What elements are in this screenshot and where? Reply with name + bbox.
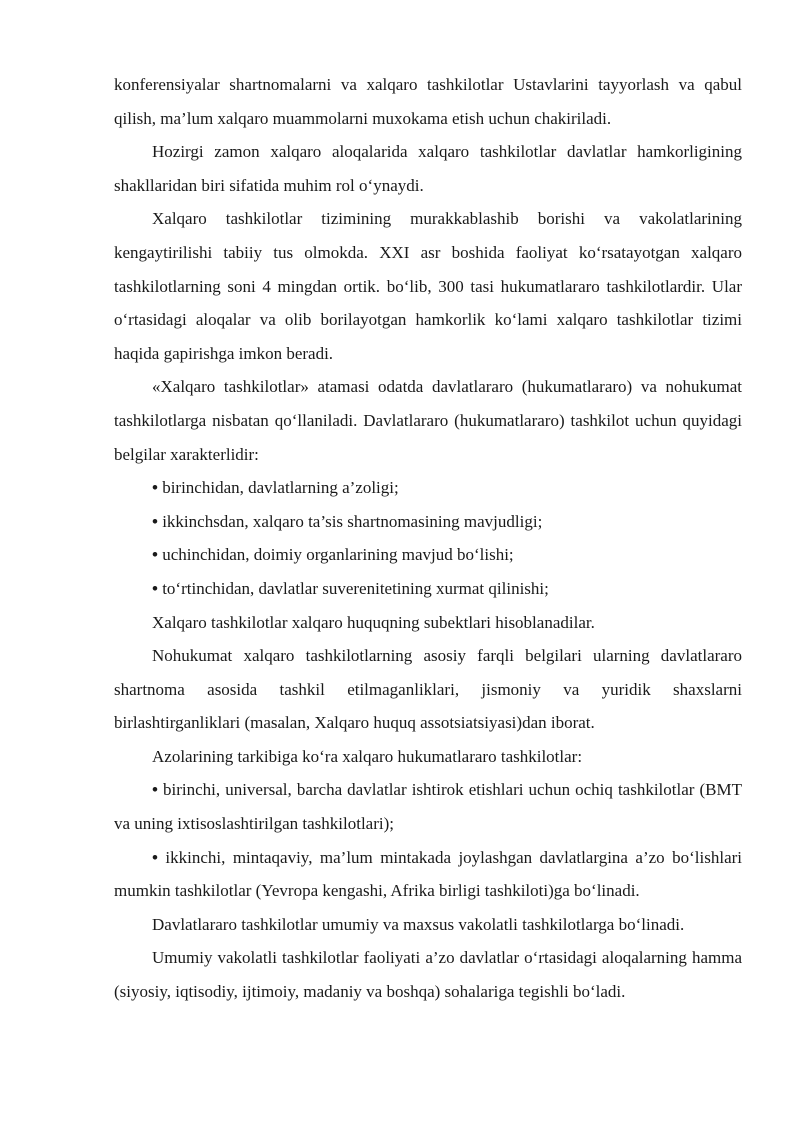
bullet-text: birinchi, universal, barcha davlatlar ishtirok etishlari uchun ochiq tashkilotlar (BMT va uning ixtisoslashtirilgan tashkilotlari); xyxy=(114,780,742,834)
bullet-icon: • xyxy=(152,545,158,565)
bullet-icon: • xyxy=(152,780,158,800)
paragraph-5: Xalqaro tashkilotlar xalqaro huquqning subektlari hisoblanadilar. xyxy=(152,612,595,632)
bullet-item-1 xyxy=(114,471,742,505)
bullet-text: ikkinchi, mintaqaviy, ma’lum mintakada joylashgan davlatlargina a’zo bo‘lishlari mumkin tashkilotlar (Yevropa kengashi, Afrika birligi tashkiloti)ga bo‘linadi. xyxy=(114,847,742,901)
bullet-text: uchinchidan, doimiy organlarining mavjud bo‘lishi; xyxy=(162,545,514,565)
paragraph-3: Xalqaro tashkilotlar tizimining murakkablashib borishi va vakolatlarining kengaytirilishi tabiiy tus olmokda. XXI asr boshida faoliyat ko‘rsatayotgan xalqaro tashkilotlarning soni 4 mingdan ortik. bo‘lib, 300 tasi hukumatlararo tashkilotlardir. Ular o‘rtasidagi aloqalar va olib borilayotgan hamkorlik ko‘lami xalqaro tashkilotlar tizimi haqida gapirishga imkon beradi. xyxy=(114,209,742,363)
bullet-item-2 xyxy=(114,505,742,539)
bullet-item-6 xyxy=(114,841,742,908)
bullet-item-5 xyxy=(114,773,742,840)
bullet-icon: • xyxy=(152,478,158,498)
paragraph-8: Davlatlararo tashkilotlar umumiy va maxsus vakolatli tashkilotlarga bo‘linadi. xyxy=(152,914,685,934)
bullet-item-3 xyxy=(114,538,742,572)
bullet-item-4 xyxy=(114,572,742,606)
bullet-icon: • xyxy=(152,511,158,531)
paragraph-4: «Xalqaro tashkilotlar» atamasi odatda davlatlararo (hukumatlararo) va nohukumat tashkilotlarga nisbatan qo‘llaniladi. Davlatlararo (hukumatlararo) tashkilot uchun quyidagi belgilar xarakterlidir: xyxy=(114,377,742,464)
paragraph-2: Hozirgi zamon xalqaro aloqalarida xalqaro tashkilotlar davlatlar hamkorligining shakllaridan biri sifatida muhim rol o‘ynaydi. xyxy=(114,142,742,195)
paragraph-1: konferensiyalar shartnomalarni va xalqaro tashkilotlar Ustavlarini tayyorlash va qabul qilish, ma’lum xalqaro muammolarni muxokama etish uchun chakiriladi. xyxy=(114,75,742,128)
bullet-icon: • xyxy=(152,847,158,867)
paragraph-9: Umumiy vakolatli tashkilotlar faoliyati a’zo davlatlar o‘rtasidagi aloqalarning hamma (siyosiy, iqtisodiy, ijtimoiy, madaniy va boshqa) sohalariga tegishli bo‘ladi. xyxy=(114,948,742,1002)
paragraph-6: Nohukumat xalqaro tashkilotlarning asosiy farqli belgilari ularning davlatlararo shartnoma asosida tashkil etilmaganliklari, jismoniy va yuridik shaxslarni birlashtirganliklari (masalan, Xalqaro huquq assotsiatsiyasi)dan iborat. xyxy=(114,646,742,733)
bullet-text: to‘rtinchidan, davlatlar suverenitetining xurmat qilinishi; xyxy=(162,578,549,598)
bullet-text: ikkinchsdan, xalqaro ta’sis shartnomasining mavjudligi; xyxy=(162,511,543,531)
bullet-text: birinchidan, davlatlarning a’zoligi; xyxy=(162,478,399,498)
bullet-icon: • xyxy=(152,578,158,598)
paragraph-7: Azolarining tarkibiga ko‘ra xalqaro hukumatlararo tashkilotlar: xyxy=(152,746,583,766)
